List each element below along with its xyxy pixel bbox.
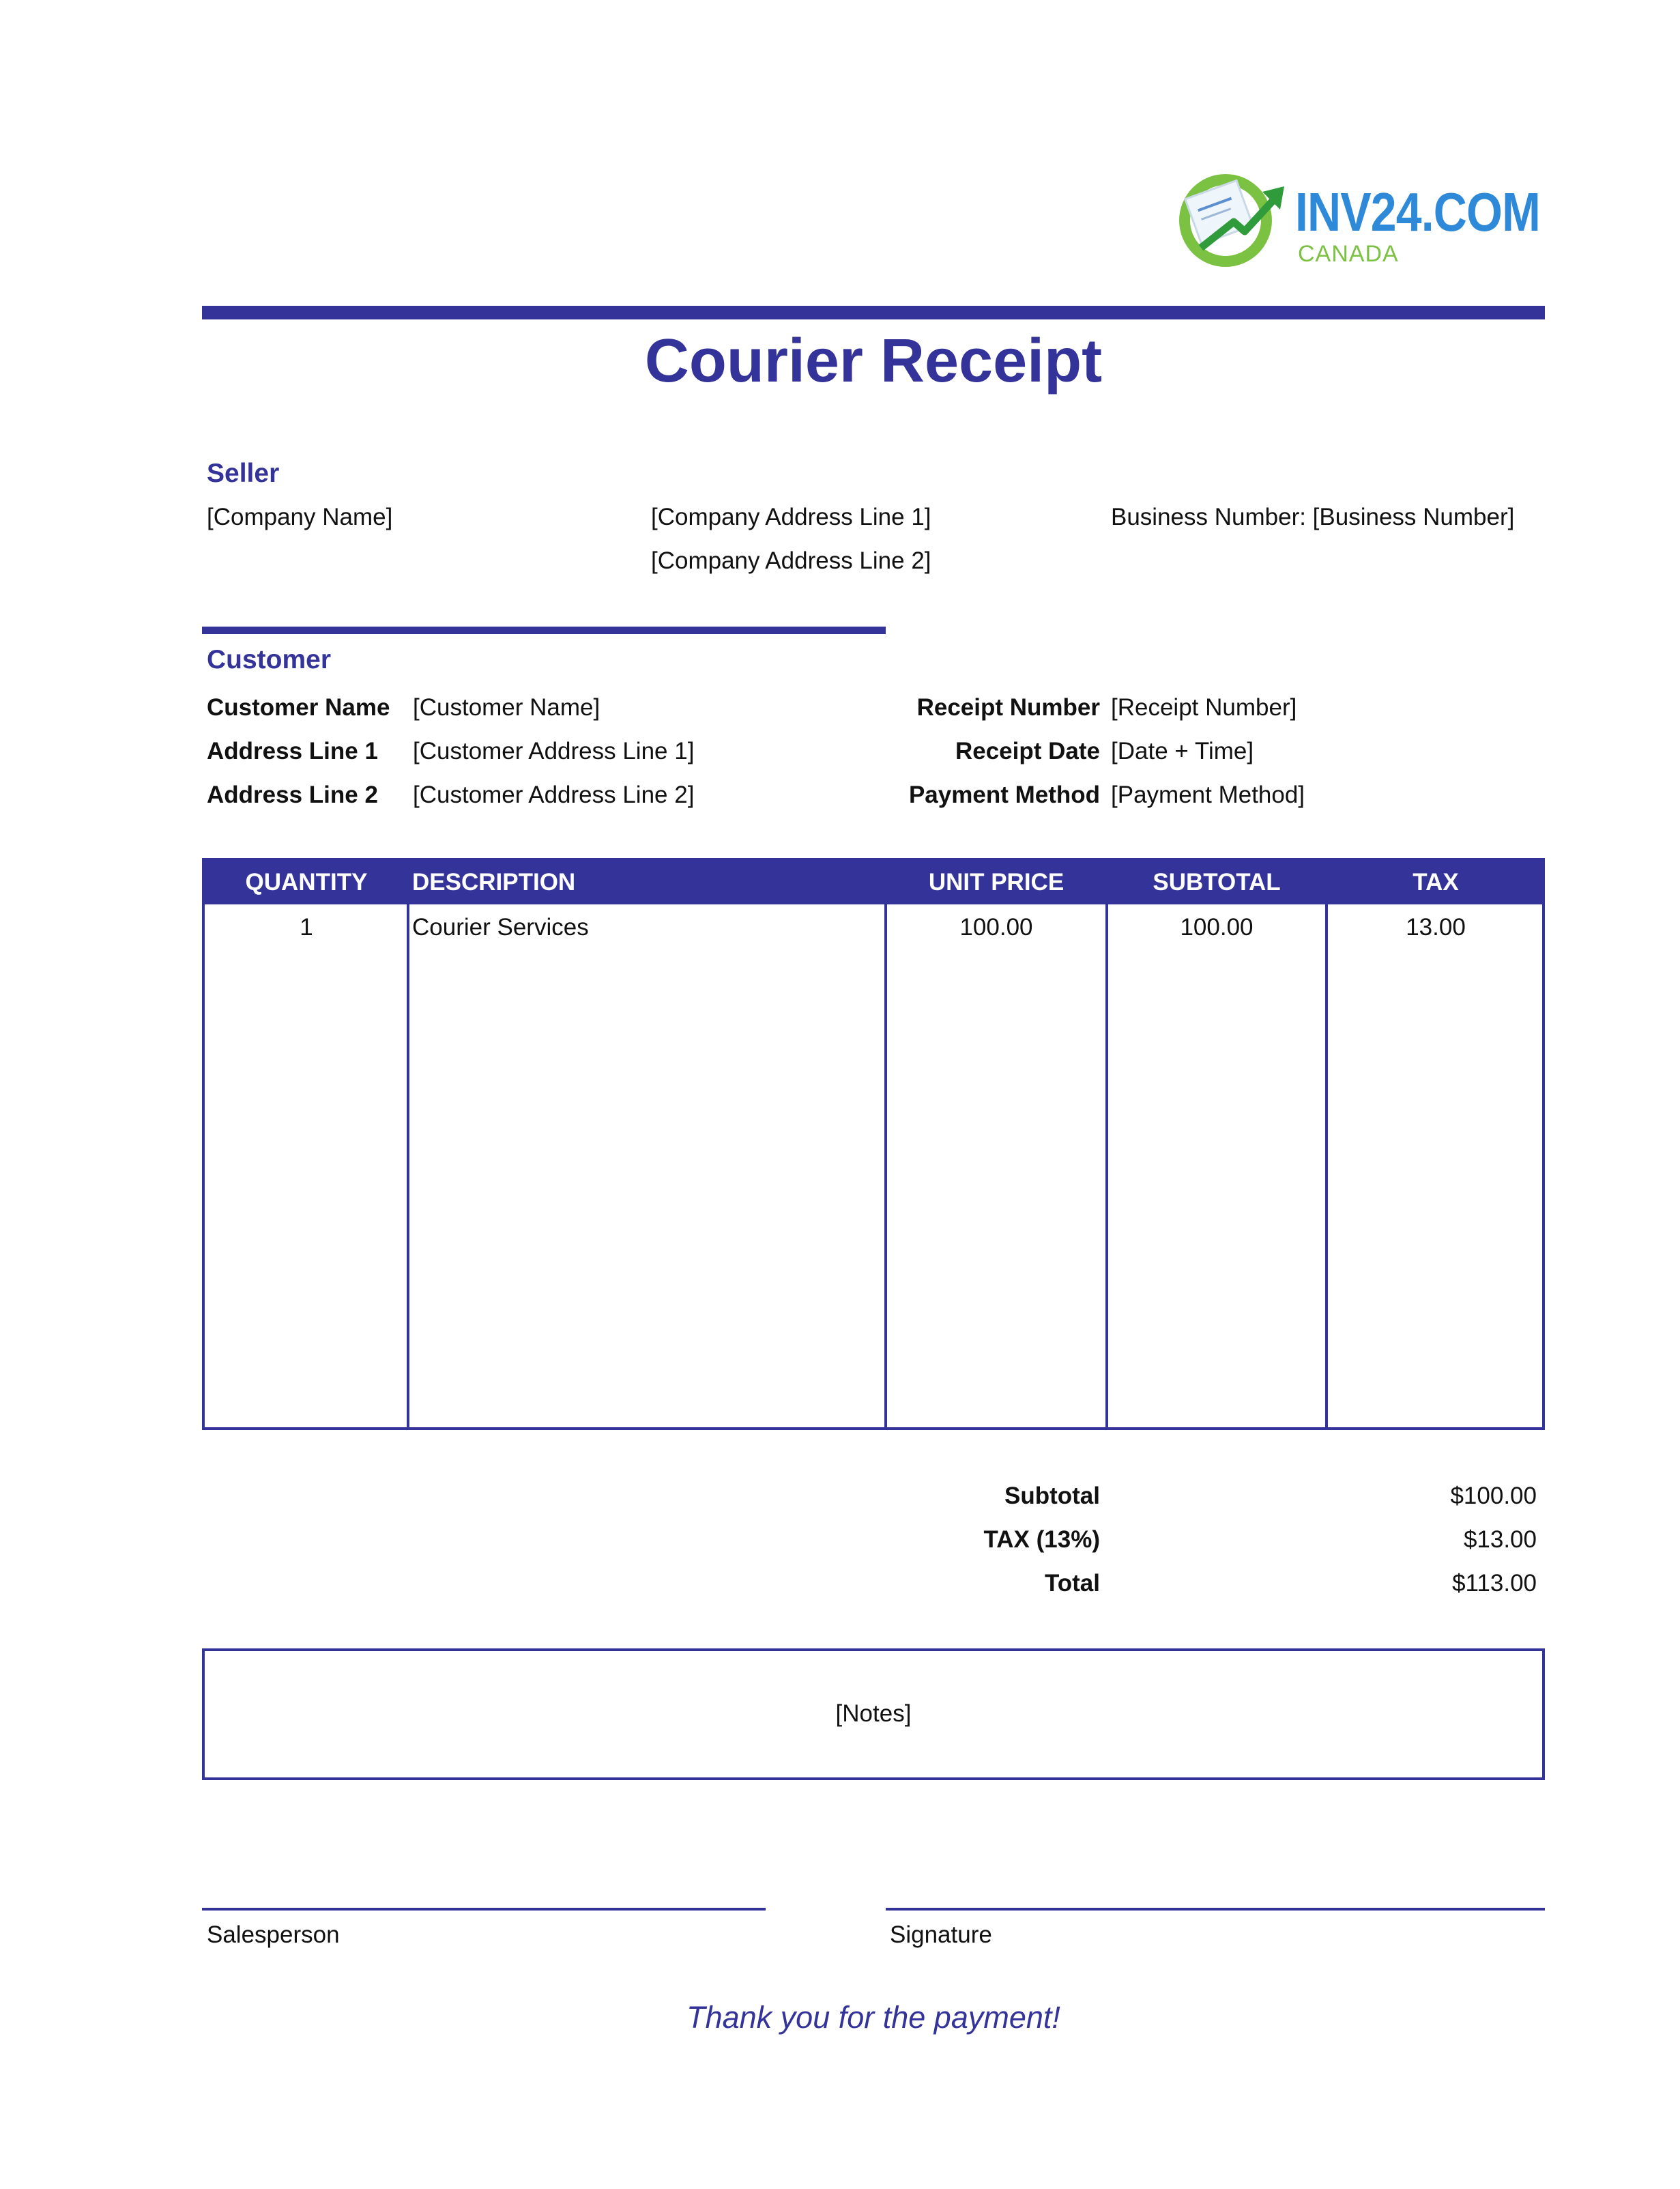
tax-label: TAX (13%) xyxy=(983,1526,1100,1553)
cell-tax: 13.00 xyxy=(1406,914,1466,941)
header-tax: TAX xyxy=(1413,869,1459,896)
table-header xyxy=(205,861,1542,904)
seller-address-line-1: [Company Address Line 1] xyxy=(651,504,931,530)
payment-method-value: [Payment Method] xyxy=(1111,782,1305,808)
column-divider xyxy=(1105,904,1108,1427)
header-subtotal: SUBTOTAL xyxy=(1153,869,1281,896)
address-line-2-value: [Customer Address Line 2] xyxy=(413,782,695,808)
seller-business-number: Business Number: [Business Number] xyxy=(1111,504,1515,530)
logo-name: INV24.COM xyxy=(1295,182,1540,242)
address-line-1-label: Address Line 1 xyxy=(207,738,378,764)
payment-method-label: Payment Method xyxy=(908,782,1100,808)
cell-description: Courier Services xyxy=(412,914,589,941)
seller-address-line-2: [Company Address Line 2] xyxy=(651,547,931,574)
address-line-1-value: [Customer Address Line 1] xyxy=(413,738,695,764)
thank-you-message: Thank you for the payment! xyxy=(686,2000,1060,2035)
customer-name-label: Customer Name xyxy=(207,694,390,721)
logo-region: CANADA xyxy=(1298,241,1399,267)
signature-line xyxy=(886,1908,1545,1911)
header-unit-price: UNIT PRICE xyxy=(928,869,1065,896)
header-description: DESCRIPTION xyxy=(412,869,576,896)
total-value: $113.00 xyxy=(1452,1570,1537,1597)
column-divider xyxy=(884,904,887,1427)
tax-value: $13.00 xyxy=(1463,1526,1537,1553)
seller-company-name: [Company Name] xyxy=(207,504,393,530)
salesperson-label: Salesperson xyxy=(207,1921,340,1948)
receipt-date-label: Receipt Date xyxy=(955,738,1100,764)
receipt-date-value: [Date + Time] xyxy=(1111,738,1254,764)
seller-heading: Seller xyxy=(207,459,280,488)
total-label: Total xyxy=(1044,1570,1100,1597)
items-table xyxy=(202,858,1545,1430)
customer-name-value: [Customer Name] xyxy=(413,694,600,721)
customer-divider xyxy=(202,627,886,634)
salesperson-line xyxy=(202,1908,766,1911)
cell-subtotal: 100.00 xyxy=(1180,914,1254,941)
column-divider xyxy=(407,904,409,1427)
receipt-number-value: [Receipt Number] xyxy=(1111,694,1297,721)
header-quantity: QUANTITY xyxy=(245,869,368,896)
cell-unit-price: 100.00 xyxy=(959,914,1033,941)
header-divider xyxy=(202,306,1545,319)
notes-text: [Notes] xyxy=(835,1700,912,1727)
page-title: Courier Receipt xyxy=(644,327,1103,395)
column-divider xyxy=(1325,904,1328,1427)
subtotal-label: Subtotal xyxy=(1004,1483,1100,1509)
receipt-number-label: Receipt Number xyxy=(916,694,1100,721)
customer-heading: Customer xyxy=(207,645,332,674)
cell-quantity: 1 xyxy=(300,914,313,941)
signature-label: Signature xyxy=(890,1921,992,1948)
subtotal-value: $100.00 xyxy=(1450,1483,1537,1509)
address-line-2-label: Address Line 2 xyxy=(207,782,378,808)
notes-box xyxy=(202,1648,1545,1780)
